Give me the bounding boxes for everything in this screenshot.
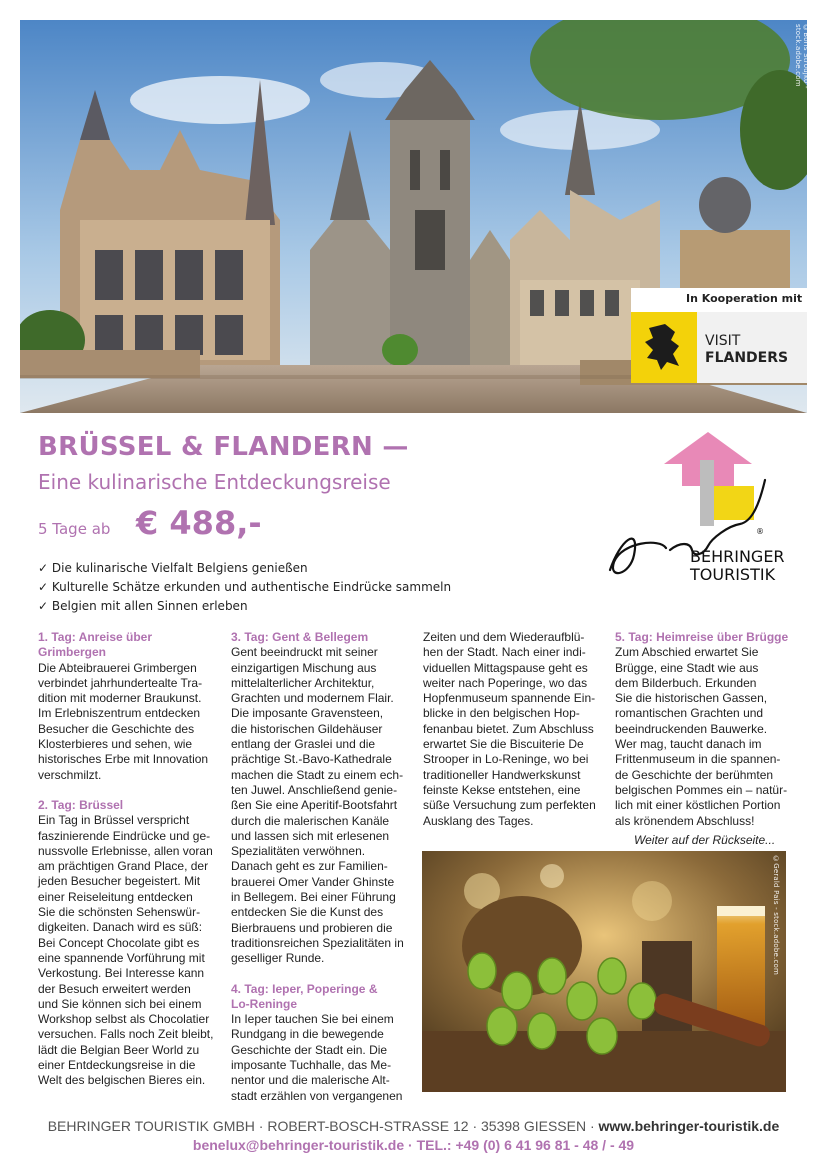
day-text-line: Hopfenmuseum spannende Ein- <box>423 691 596 706</box>
continued-note: Weiter auf der Rückseite... <box>634 833 776 847</box>
day-text-line: Bei Concept Chocolate gibt es <box>38 935 200 950</box>
day-text-line: In Ieper tauchen Sie bei einem <box>231 1012 394 1027</box>
day-text-line: mittelalterlicher Architektur, <box>231 675 375 690</box>
day-text-line: und Sie können sich bei einem <box>38 996 202 1011</box>
day-text-line: einzigartigen Mischung aus <box>231 660 377 675</box>
day-text-line: und lassen sich mit erlesenen <box>231 828 390 843</box>
day-text-line: Zeiten und dem Wiederaufblü- <box>423 630 585 644</box>
logo-wordmark <box>690 548 785 584</box>
day-text-line: Workshop selbst als Chocolatier <box>38 1012 210 1027</box>
day-text-line: digkeiten. Danach wird es süß: <box>38 920 203 935</box>
paragraph-gap <box>231 967 411 982</box>
day-text-line: entdecken Sie die Kunst des <box>231 905 384 920</box>
day-text-line: machen die Stadt zu einem ech- <box>231 767 404 782</box>
day-text-line: Zum Abschied erwartet Sie <box>615 645 759 660</box>
day-text-line: de Geschichte der berühmten <box>615 767 774 782</box>
footer-address-line <box>0 1118 827 1134</box>
day-text-line: Besucher die Geschichte des <box>38 721 195 736</box>
day-text-line: feinste Kekse entstehen, eine <box>423 782 581 797</box>
day-heading: 5. Tag: Heimreise über Brügge <box>615 630 789 644</box>
day-text-line: süße Versuchung zum perfekten <box>423 798 596 813</box>
day-text-line: belgischen Pommes ein – natür- <box>615 782 788 797</box>
day-text-line: durch die malerischen Kanäle <box>231 813 390 828</box>
page-title: BRÜSSEL & FLANDERN — <box>38 432 409 462</box>
day-text-line: erwartet Sie die Biscuiterie De <box>423 737 584 752</box>
hero-photo-credit: ©Boris Stroujko - stock.adobe.com <box>794 24 810 89</box>
visit-label: VISIT <box>705 333 741 349</box>
itinerary-column-3 <box>423 630 603 829</box>
day-text-line: ten Juwel. Anschließend genie- <box>231 782 398 797</box>
day-text-line: brauerei Omer Vander Ghinste <box>231 874 395 889</box>
visit-flanders-text <box>705 333 788 367</box>
itinerary-column-1 <box>38 630 218 1089</box>
day-text-line: Sie die schönsten Sehenswür- <box>38 905 201 920</box>
day-heading: 2. Tag: Brüssel <box>38 797 124 812</box>
day-text-line: Danach geht es zur Familien- <box>231 859 388 874</box>
day-text-line: Welt des belgischen Bieres ein. <box>38 1073 206 1088</box>
day-text-line: Strooper in Lo-Reninge, wo bei <box>423 752 589 767</box>
price: € 488,- <box>136 504 262 542</box>
highlight-item: ✓ Kulturelle Schätze erkunden und authentische Eindrücke sammeln <box>38 578 451 597</box>
itinerary-column-4 <box>615 630 795 829</box>
cooperation-label: In Kooperation mit <box>686 292 803 305</box>
day-text-line: einer Entdeckungsreise in die <box>38 1058 196 1073</box>
day-text-line: Wer mag, taucht danach im <box>615 737 762 752</box>
day-text-line: dem Bilderbuch. Erkunden <box>615 675 757 690</box>
day-text-line: in Bellegem. Bei einer Führung <box>231 890 396 905</box>
flanders-label: FLANDERS <box>705 350 789 366</box>
day-text-line: als krönendem Abschluss! <box>615 813 755 828</box>
day-text-line: fenanbau bietet. Zum Abschluss <box>423 721 594 736</box>
logo-line1: BEHRINGER <box>690 547 785 566</box>
day-heading: 1. Tag: Anreise über <box>38 630 153 644</box>
day-text-line: Die imposante Gravensteen, <box>231 706 384 721</box>
day-text-line: die historischen Gildehäuser <box>231 721 383 736</box>
day-text-line: Brügge, eine Stadt wie aus <box>615 660 759 675</box>
footer-website-link[interactable]: www.behringer-touristik.de <box>598 1118 780 1134</box>
day-text-line: jeden Besucher begeistert. Mit <box>38 874 201 889</box>
day-text-line: weiter nach Poperinge, wo das <box>423 675 588 690</box>
day-text-line: Bierbrauens und probieren die <box>231 920 393 935</box>
day-text-line: Geschichte der Stadt ein. Die <box>231 1042 388 1057</box>
day-text-line: imposante Tuchhalle, das Me- <box>231 1058 392 1073</box>
day-text-line: Die Abteibrauerei Grimbergen <box>38 660 197 675</box>
day-text-line: der Besuch erweitert werden <box>38 981 191 996</box>
day-text-line: lädt die Belgian Beer World zu <box>38 1042 200 1057</box>
highlight-item: ✓ Die kulinarische Vielfalt Belgiens genießen <box>38 559 451 578</box>
highlights-list <box>38 559 451 616</box>
flanders-lion-icon <box>631 312 697 383</box>
day-text-line: Ein Tag in Brüssel verspricht <box>38 813 190 828</box>
day-text-line: Gent beeindruckt mit seiner <box>231 645 378 660</box>
day-text-line: traditioneller Handwerkskunst <box>423 767 581 782</box>
day-text-line: entlang der Graslei und die <box>231 737 376 752</box>
day-text-line: nentor und die malerische Alt- <box>231 1073 390 1088</box>
day-text-line: geselliger Runde. <box>231 951 325 966</box>
day-text-line: Klosterbieres und sehen, wie <box>38 737 193 752</box>
day-text-line: Rundgang in die bewegende <box>231 1027 384 1042</box>
logo-line2: TOURISTIK <box>690 565 776 584</box>
day-text-line: Spezialitäten verwöhnen. <box>231 844 366 859</box>
hops-beer-photo <box>422 851 786 1092</box>
paragraph-gap <box>38 783 218 798</box>
itinerary-column-2 <box>231 630 411 1104</box>
day-text-line: blicke in den belgischen Hop- <box>423 706 580 721</box>
footer-address: BEHRINGER TOURISTIK GMBH · ROBERT-BOSCH-STRASSE 12 · 35398 GIESSEN · <box>47 1118 599 1134</box>
photo2-credit: ©Gerald Pais - stock.adobe.com <box>772 855 780 976</box>
highlight-item: ✓ Belgien mit allen Sinnen erleben <box>38 597 451 616</box>
day-heading: 4. Tag: Ieper, Poperinge & <box>231 981 378 996</box>
page-subtitle: Eine kulinarische Entdeckungsreise <box>38 470 391 494</box>
day-text-line: lich mit einer köstlichen Portion <box>615 798 781 813</box>
duration-label: 5 Tage ab <box>38 520 111 538</box>
day-text-line: ßen Sie eine Aperitif-Bootsfahrt <box>231 798 398 813</box>
day-text-line: traditionsreichen Spezialitäten in <box>231 935 404 950</box>
day-text-line: verbindet jahrhundertealte Tra- <box>38 675 203 690</box>
day-text-line: Verkostung. Bei Interesse kann <box>38 966 205 981</box>
day-heading: Lo-Reninge <box>231 996 297 1011</box>
footer-contact[interactable]: benelux@behringer-touristik.de · TEL.: +49 (0) 6 41 96 81 - 48 / - 49 <box>192 1137 635 1153</box>
day-text-line: Ausklang des Tages. <box>423 813 534 828</box>
day-text-line: viduellen Mittagspause geht es <box>423 660 588 675</box>
day-text-line: einer Reiseleitung entdecken <box>38 889 193 904</box>
day-text-line: Sie die historischen Gassen, <box>615 691 768 706</box>
day-text-line: am prächtigen Grand Place, der <box>38 859 209 874</box>
day-text-line: stadt erzählen von vergangenen <box>231 1088 403 1103</box>
day-text-line: prächtige St.-Bavo-Kathedrale <box>231 752 392 767</box>
day-heading: Grimbergen <box>38 645 107 660</box>
day-text-line: faszinierende Eindrücke und ge- <box>38 828 211 843</box>
day-text-line: verschmilzt. <box>38 767 102 782</box>
day-text-line: historisches Erbe mit Innovation <box>38 752 209 767</box>
day-text-line: eine spannende Vorführung mit <box>38 950 205 965</box>
day-text-line: hen der Stadt. Nach einer indi- <box>423 645 586 660</box>
day-text-line: romantischen Grachten und <box>615 706 764 721</box>
day-text-line: nussvolle Erlebnisse, allen voran <box>38 843 213 858</box>
registered-mark: ® <box>756 527 764 536</box>
day-text-line: dition mit moderner Braukunst. <box>38 691 202 706</box>
day-text-line: Frittenmuseum in die spannen- <box>615 752 781 767</box>
day-text-line: versuchen. Falls noch Zeit bleibt, <box>38 1027 214 1042</box>
day-heading: 3. Tag: Gent & Bellegem <box>231 630 369 644</box>
day-text-line: Im Erlebniszentrum entdecken <box>38 706 201 721</box>
day-text-line: beeindruckenden Bauwerke. <box>615 721 768 736</box>
day-text-line: Grachten und modernem Flair. <box>231 691 394 706</box>
